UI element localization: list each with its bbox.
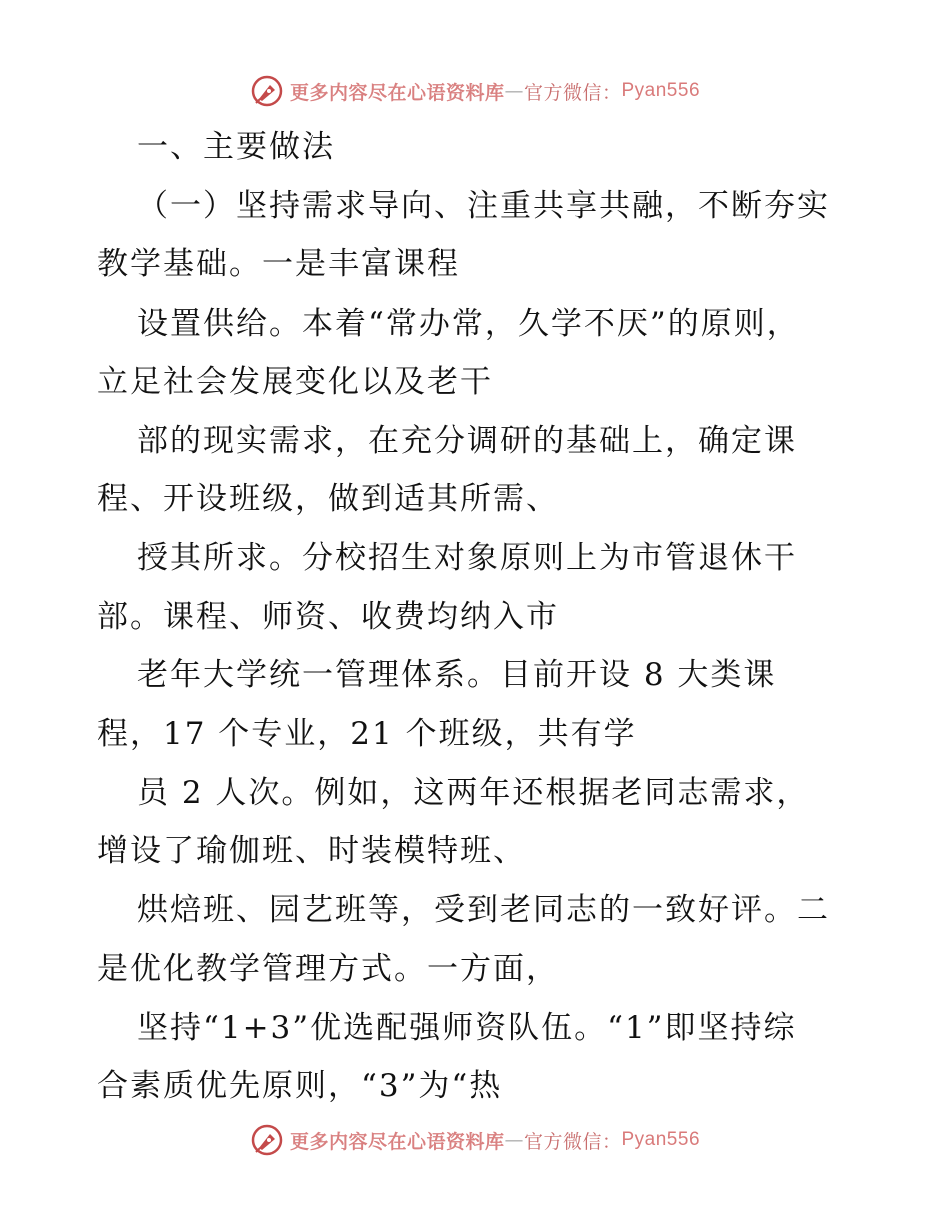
watermark-title: 更多内容尽在心语资料库 — [289, 1130, 505, 1153]
paragraph-line: 员 2 人次。例如，这两年还根据老同志需求， — [137, 775, 810, 811]
paragraph-line: 立足社会发展变化以及老干 — [97, 364, 493, 400]
watermark-wechat-label: 官方微信： — [523, 1130, 622, 1153]
paragraph-line: 程、开设班级，做到适其所需、 — [97, 481, 559, 517]
paragraph-line: （一）坚持需求导向、注重共享共融，不断夯实 — [137, 188, 830, 224]
paragraph-line: 坚持“1+3”优选配强师资队伍。“1”即坚持综 — [137, 1010, 797, 1046]
watermark-wechat-id: Pyan556 — [621, 80, 701, 101]
paragraph-line: 增设了瑜伽班、时装模特班、 — [97, 833, 526, 869]
paragraph-line: 老年大学统一管理体系。目前开设 8 大类课 — [137, 657, 777, 693]
watermark-title: 更多内容尽在心语资料库 — [289, 81, 505, 104]
paragraph-line: 设置供给。本着“常办常，久学不厌”的原则， — [137, 306, 800, 342]
watermark-wechat-label: 官方微信： — [523, 81, 622, 104]
watermark-wechat-id: Pyan556 — [621, 1129, 701, 1150]
paragraph-line: 授其所求。分校招生对象原则上为市管退休干 — [137, 540, 797, 576]
paragraph-line: 程，17 个专业，21 个班级，共有学 — [97, 716, 637, 752]
footer-watermark — [0, 1120, 950, 1160]
watermark-dash: — — [504, 80, 524, 102]
paragraph-line: 部。课程、师资、收费均纳入市 — [97, 599, 559, 635]
paragraph-line: 烘焙班、园艺班等，受到老同志的一致好评。二 — [137, 892, 830, 928]
watermark-dash: — — [504, 1129, 524, 1151]
section-heading: 一、主要做法 — [137, 129, 335, 165]
paragraph-line: 合素质优先原则，“3”为“热 — [97, 1068, 503, 1104]
paragraph-line: 是优化教学管理方式。一方面， — [97, 951, 559, 987]
paragraph-line: 部的现实需求，在充分调研的基础上，确定课 — [137, 423, 797, 459]
paragraph-line: 教学基础。一是丰富课程 — [97, 246, 460, 282]
pen-nib-icon — [250, 1123, 284, 1157]
